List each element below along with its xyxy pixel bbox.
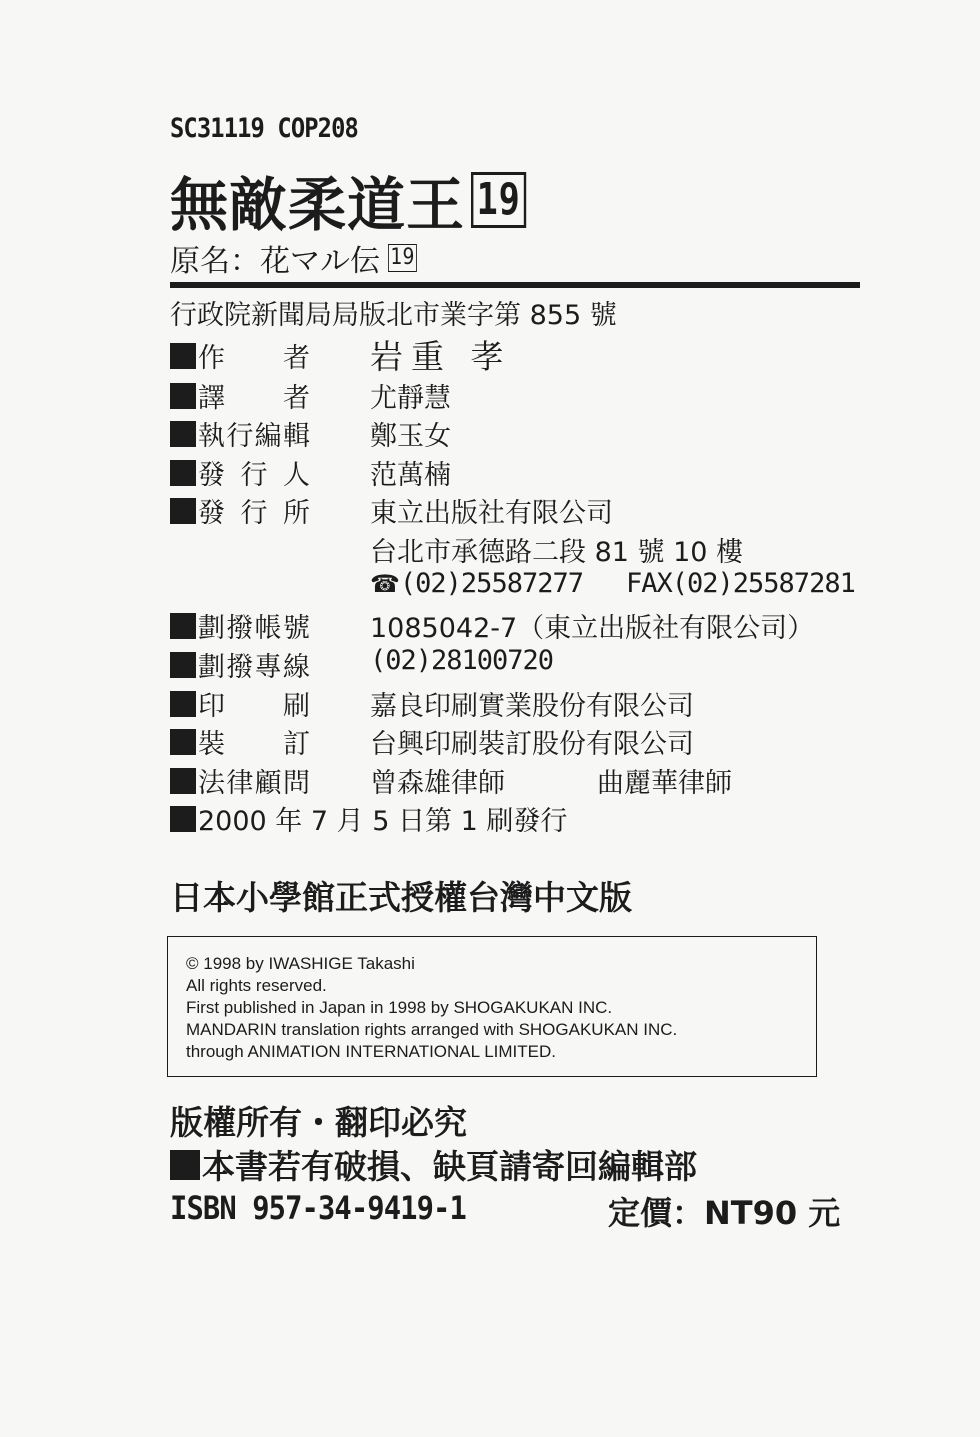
- isbn: ISBN 957-34-9419-1: [170, 1189, 466, 1227]
- bullet-square-icon: [170, 343, 196, 369]
- credit-value-legal-1: 曾森雄律師: [370, 768, 505, 799]
- publisher-company: 東立出版社有限公司: [370, 498, 613, 529]
- credit-label-legal: 法律顧問: [170, 761, 310, 800]
- credit-value-binder: 台興印刷裝訂股份有限公司: [370, 729, 694, 760]
- damage-notice-text: 本書若有破損、缺頁請寄回編輯部: [202, 1147, 697, 1186]
- publisher-phone: [370, 568, 583, 599]
- copyright-lines: [186, 953, 677, 1063]
- volume-number: 19: [471, 172, 526, 228]
- copyright-line: All rights reserved.: [186, 976, 327, 995]
- book-title-text: 無敵柔道王: [170, 171, 466, 239]
- damage-notice: [170, 1141, 697, 1188]
- publisher-address: 台北市承德路二段 81 號 10 樓: [370, 537, 744, 568]
- book-title: [170, 158, 540, 242]
- publisher-fax: FAX(02)25587281: [626, 568, 855, 599]
- bullet-square-icon: [170, 1150, 200, 1180]
- print-date-text: 2000 年 7 月 5 日第 1 刷發行: [198, 806, 568, 837]
- credit-label-editor: 執行編輯: [170, 414, 310, 453]
- original-title-text: 原名：花マル伝: [170, 244, 380, 279]
- copyright-box: [167, 936, 817, 1077]
- divider-rule: [170, 282, 860, 288]
- authorization-statement: 日本小學館正式授權台灣中文版: [170, 878, 632, 917]
- bullet-square-icon: [170, 383, 196, 409]
- credit-label-author: 作者: [170, 336, 310, 375]
- bullet-square-icon: [170, 460, 196, 486]
- bullet-square-icon: [170, 691, 196, 717]
- credit-value-editor: 鄭玉女: [370, 421, 451, 452]
- license-number: 行政院新聞局局版北市業字第 855 號: [170, 300, 617, 331]
- credit-label-printer: 印刷: [170, 684, 310, 723]
- credit-label-translator: 譯者: [170, 376, 310, 415]
- copyright-line: MANDARIN translation rights arranged with SHOGAKUKAN INC.: [186, 1020, 678, 1039]
- bullet-square-icon: [170, 613, 196, 639]
- credit-value-transfer-account: 1085042-7（東立出版社有限公司）: [370, 613, 815, 644]
- copyright-line: © 1998 by IWASHIGE Takashi: [186, 954, 415, 973]
- bullet-square-icon: [170, 806, 196, 832]
- publisher-phone-number: (02)25587277: [399, 568, 583, 599]
- credit-value-publisher-person: 范萬楠: [370, 460, 451, 491]
- credit-value-author: 岩重 孝: [370, 337, 512, 376]
- credit-value-transfer-line: (02)28100720: [370, 645, 554, 676]
- original-title: [170, 236, 422, 280]
- credit-label-binder: 裝訂: [170, 722, 310, 761]
- bullet-square-icon: [170, 652, 196, 678]
- copyright-line: through ANIMATION INTERNATIONAL LIMITED.: [186, 1042, 556, 1061]
- credit-label-publisher: 發行所: [170, 491, 310, 530]
- bullet-square-icon: [170, 498, 196, 524]
- credit-label-transfer-account: 劃撥帳號: [170, 606, 310, 645]
- credit-value-legal-2: 曲麗華律師: [597, 768, 732, 799]
- rights-notice: 版權所有・翻印必究: [170, 1103, 467, 1142]
- credit-value-printer: 嘉良印刷實業股份有限公司: [370, 691, 694, 722]
- bullet-square-icon: [170, 768, 196, 794]
- credit-label-transfer-line: 劃撥專線: [170, 645, 310, 684]
- print-date: [170, 799, 567, 838]
- credit-label-publisher-person: 發行人: [170, 453, 310, 492]
- credit-value-translator: 尤靜慧: [370, 383, 451, 414]
- catalog-code: SC31119 COP208: [170, 113, 358, 144]
- bullet-square-icon: [170, 729, 196, 755]
- bullet-square-icon: [170, 421, 196, 447]
- original-volume-number: 19: [388, 244, 417, 272]
- telephone-icon: ☎: [370, 569, 400, 598]
- price: 定價：NT90 元: [608, 1194, 841, 1232]
- copyright-line: First published in Japan in 1998 by SHOGAKUKAN INC.: [186, 998, 613, 1017]
